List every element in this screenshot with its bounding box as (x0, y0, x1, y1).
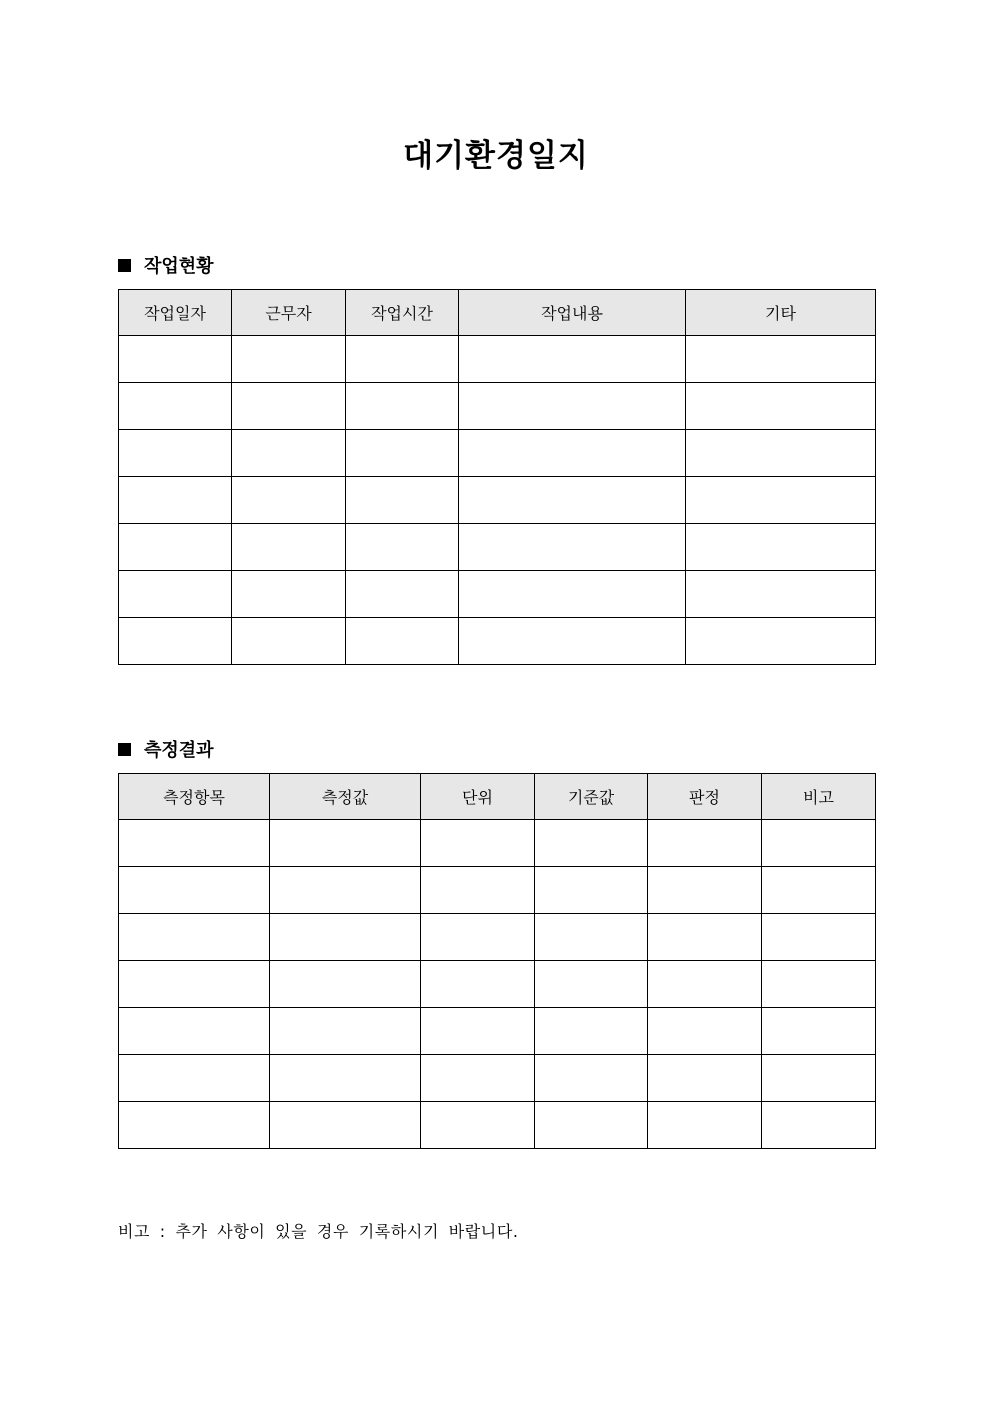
table-cell[interactable] (648, 1008, 762, 1055)
table-cell[interactable] (686, 383, 876, 430)
table-cell[interactable] (686, 524, 876, 571)
table-cell[interactable] (686, 571, 876, 618)
table-cell[interactable] (535, 914, 648, 961)
work-status-heading (118, 252, 214, 278)
work-status-body (119, 336, 876, 665)
table-cell[interactable] (421, 820, 535, 867)
table-cell[interactable] (232, 383, 346, 430)
table-cell[interactable] (648, 961, 762, 1008)
table-cell[interactable] (648, 914, 762, 961)
table-cell[interactable] (459, 618, 686, 665)
work-status-table (118, 289, 876, 665)
table-cell[interactable] (346, 618, 459, 665)
table-cell[interactable] (459, 477, 686, 524)
column-header-work-content: 작업내용 (459, 290, 686, 336)
table-cell[interactable] (119, 618, 232, 665)
table-cell[interactable] (119, 1102, 270, 1149)
column-header-judgment: 판정 (648, 774, 762, 820)
measurement-heading-label: 측정결과 (144, 740, 214, 761)
measurement-body (119, 820, 876, 1149)
table-cell[interactable] (232, 524, 346, 571)
table-cell[interactable] (119, 1008, 270, 1055)
table-cell[interactable] (270, 1055, 421, 1102)
table-cell[interactable] (459, 571, 686, 618)
table-row (119, 914, 876, 961)
table-row (119, 1008, 876, 1055)
column-header-worker: 근무자 (232, 290, 346, 336)
table-cell[interactable] (421, 1008, 535, 1055)
table-cell[interactable] (686, 618, 876, 665)
table-cell[interactable] (421, 867, 535, 914)
table-cell[interactable] (270, 914, 421, 961)
table-cell[interactable] (346, 430, 459, 477)
table-cell[interactable] (686, 477, 876, 524)
table-cell[interactable] (119, 820, 270, 867)
table-cell[interactable] (346, 383, 459, 430)
table-cell[interactable] (535, 1008, 648, 1055)
table-cell[interactable] (346, 524, 459, 571)
table-header-row (119, 774, 876, 820)
table-cell[interactable] (686, 430, 876, 477)
table-cell[interactable] (232, 336, 346, 383)
table-cell[interactable] (119, 867, 270, 914)
table-cell[interactable] (535, 961, 648, 1008)
table-cell[interactable] (346, 477, 459, 524)
table-cell[interactable] (119, 477, 232, 524)
table-cell[interactable] (535, 1102, 648, 1149)
measurement-heading (118, 736, 214, 762)
table-cell[interactable] (119, 430, 232, 477)
column-header-work-time: 작업시간 (346, 290, 459, 336)
table-cell[interactable] (459, 336, 686, 383)
table-cell[interactable] (119, 961, 270, 1008)
square-bullet-icon (118, 743, 131, 756)
page-title: 대기환경일지 (403, 138, 589, 174)
table-cell[interactable] (535, 1055, 648, 1102)
table-cell[interactable] (119, 524, 232, 571)
table-row (119, 820, 876, 867)
table-cell[interactable] (270, 961, 421, 1008)
table-cell[interactable] (232, 477, 346, 524)
measurement-table (118, 773, 876, 1149)
table-cell[interactable] (346, 336, 459, 383)
column-header-other: 기타 (686, 290, 876, 336)
table-cell[interactable] (459, 430, 686, 477)
table-cell[interactable] (762, 1102, 876, 1149)
table-row (119, 524, 876, 571)
table-cell[interactable] (762, 867, 876, 914)
table-row (119, 618, 876, 665)
column-header-measure-item: 측정항목 (119, 774, 270, 820)
table-cell[interactable] (270, 1102, 421, 1149)
table-cell[interactable] (762, 961, 876, 1008)
table-row (119, 961, 876, 1008)
table-cell[interactable] (232, 571, 346, 618)
table-header-row (119, 290, 876, 336)
table-row (119, 571, 876, 618)
square-bullet-icon (118, 259, 131, 272)
table-cell[interactable] (270, 820, 421, 867)
table-cell[interactable] (119, 914, 270, 961)
table-cell[interactable] (421, 914, 535, 961)
table-row (119, 1055, 876, 1102)
table-cell[interactable] (119, 571, 232, 618)
footnote-text: 비고 : 추가 사항이 있을 경우 기록하시기 바랍니다. (118, 1222, 519, 1241)
table-cell[interactable] (270, 1008, 421, 1055)
table-cell[interactable] (270, 867, 421, 914)
table-cell[interactable] (762, 820, 876, 867)
table-row (119, 336, 876, 383)
table-cell[interactable] (119, 1055, 270, 1102)
table-cell[interactable] (762, 1055, 876, 1102)
table-cell[interactable] (686, 336, 876, 383)
table-cell[interactable] (421, 961, 535, 1008)
table-cell[interactable] (459, 383, 686, 430)
table-cell[interactable] (648, 1055, 762, 1102)
work-status-heading-label: 작업현황 (144, 256, 214, 277)
table-cell[interactable] (762, 914, 876, 961)
table-cell[interactable] (346, 571, 459, 618)
table-cell[interactable] (119, 383, 232, 430)
table-row (119, 1102, 876, 1149)
table-cell[interactable] (119, 336, 232, 383)
table-row (119, 383, 876, 430)
table-cell[interactable] (648, 820, 762, 867)
table-row (119, 477, 876, 524)
table-cell[interactable] (232, 618, 346, 665)
column-header-measure-value: 측정값 (270, 774, 421, 820)
table-row (119, 430, 876, 477)
table-cell[interactable] (459, 524, 686, 571)
table-cell[interactable] (232, 430, 346, 477)
table-row (119, 867, 876, 914)
column-header-standard-value: 기준값 (535, 774, 648, 820)
table-cell[interactable] (762, 1008, 876, 1055)
table-cell[interactable] (421, 1102, 535, 1149)
column-header-work-date: 작업일자 (119, 290, 232, 336)
table-cell[interactable] (535, 867, 648, 914)
table-cell[interactable] (648, 1102, 762, 1149)
column-header-unit: 단위 (421, 774, 535, 820)
table-cell[interactable] (535, 820, 648, 867)
column-header-remarks: 비고 (762, 774, 876, 820)
table-cell[interactable] (421, 1055, 535, 1102)
table-cell[interactable] (648, 867, 762, 914)
